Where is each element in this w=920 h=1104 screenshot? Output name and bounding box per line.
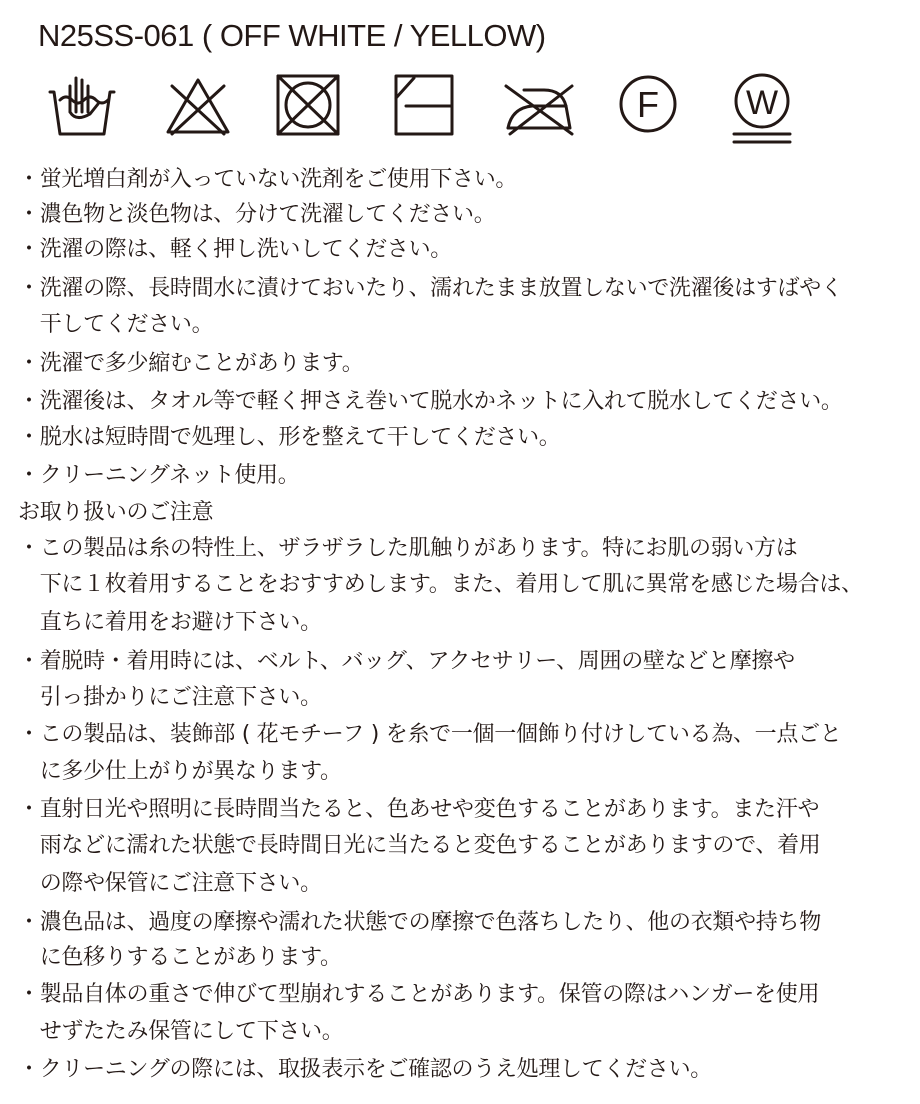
wet-clean-w-icon [726, 72, 798, 148]
note-line: ・洗濯後は、タオル等で軽く押さえ巻いて脱水かネットに入れて脱水してください。 [18, 389, 843, 414]
care-symbols-row [46, 72, 806, 152]
note-line: ・直射日光や照明に長時間当たると、色あせや変色することがあります。また汗や [18, 797, 820, 822]
svg-text:F: F [637, 84, 659, 125]
note-line: ・洗濯の際は、軽く押し洗いしてください。 [18, 237, 453, 262]
note-line: ・製品自体の重さで伸びて型崩れすることがあります。保管の際はハンガーを使用 [18, 982, 820, 1007]
no-bleach-icon [162, 72, 234, 138]
note-line: 引っ掛かりにご注意下さい。 [18, 685, 322, 710]
section-heading: お取り扱いのご注意 [18, 500, 214, 525]
hand-wash-basin-icon [46, 72, 118, 138]
note-line: 下に１枚着用することをおすすめします。また、着用して肌に異常を感じた場合は、 [18, 572, 863, 597]
note-line: ・蛍光増白剤が入っていない洗剤をご使用下さい。 [18, 167, 518, 192]
no-iron-icon [500, 72, 580, 138]
note-line: に多少仕上がりが異なります。 [18, 759, 342, 784]
note-line: ・この製品は糸の特性上、ザラザラした肌触りがあります。特にお肌の弱い方は [18, 536, 798, 561]
note-line: せずたたみ保管にして下さい。 [18, 1019, 344, 1044]
svg-text:W: W [745, 84, 779, 122]
note-line: の際や保管にご注意下さい。 [18, 871, 322, 896]
note-line: ・クリーニングネット使用。 [18, 463, 300, 488]
note-line: ・クリーニングの際には、取扱表示をご確認のうえ処理してください。 [18, 1057, 712, 1082]
note-line: に色移りすることがあります。 [18, 945, 342, 970]
note-line: 雨などに濡れた状態で長時間日光に当たると変色することがありますので、着用 [18, 833, 821, 858]
dry-clean-f-icon [612, 72, 684, 138]
note-line: ・濃色品は、過度の摩擦や濡れた状態での摩擦で色落ちしたり、他の衣類や持ち物 [18, 910, 821, 935]
note-line: ・脱水は短時間で処理し、形を整えて干してください。 [18, 425, 561, 450]
dry-flat-in-shade-icon [390, 72, 462, 138]
note-line: ・着脱時・着用時には、ベルト、バッグ、アクセサリー、周囲の壁などと摩擦や [18, 649, 795, 674]
note-line: ・洗濯で多少縮むことがあります。 [18, 351, 364, 376]
no-tumble-dry-icon [272, 72, 344, 138]
note-line: ・この製品は、装飾部 ( 花モチーフ ) を糸で一個一個飾り付けしている為、一点ごと [18, 722, 842, 747]
product-title: N25SS-061 ( OFF WHITE / YELLOW) [38, 18, 546, 53]
note-line: 直ちに着用をお避け下さい。 [18, 610, 322, 635]
note-line: ・洗濯の際、長時間水に漬けておいたり、濡れたまま放置しないで洗濯後はすばやく [18, 276, 843, 301]
note-line: 干してください。 [18, 312, 214, 337]
note-line: ・濃色物と淡色物は、分けて洗濯してください。 [18, 202, 496, 227]
